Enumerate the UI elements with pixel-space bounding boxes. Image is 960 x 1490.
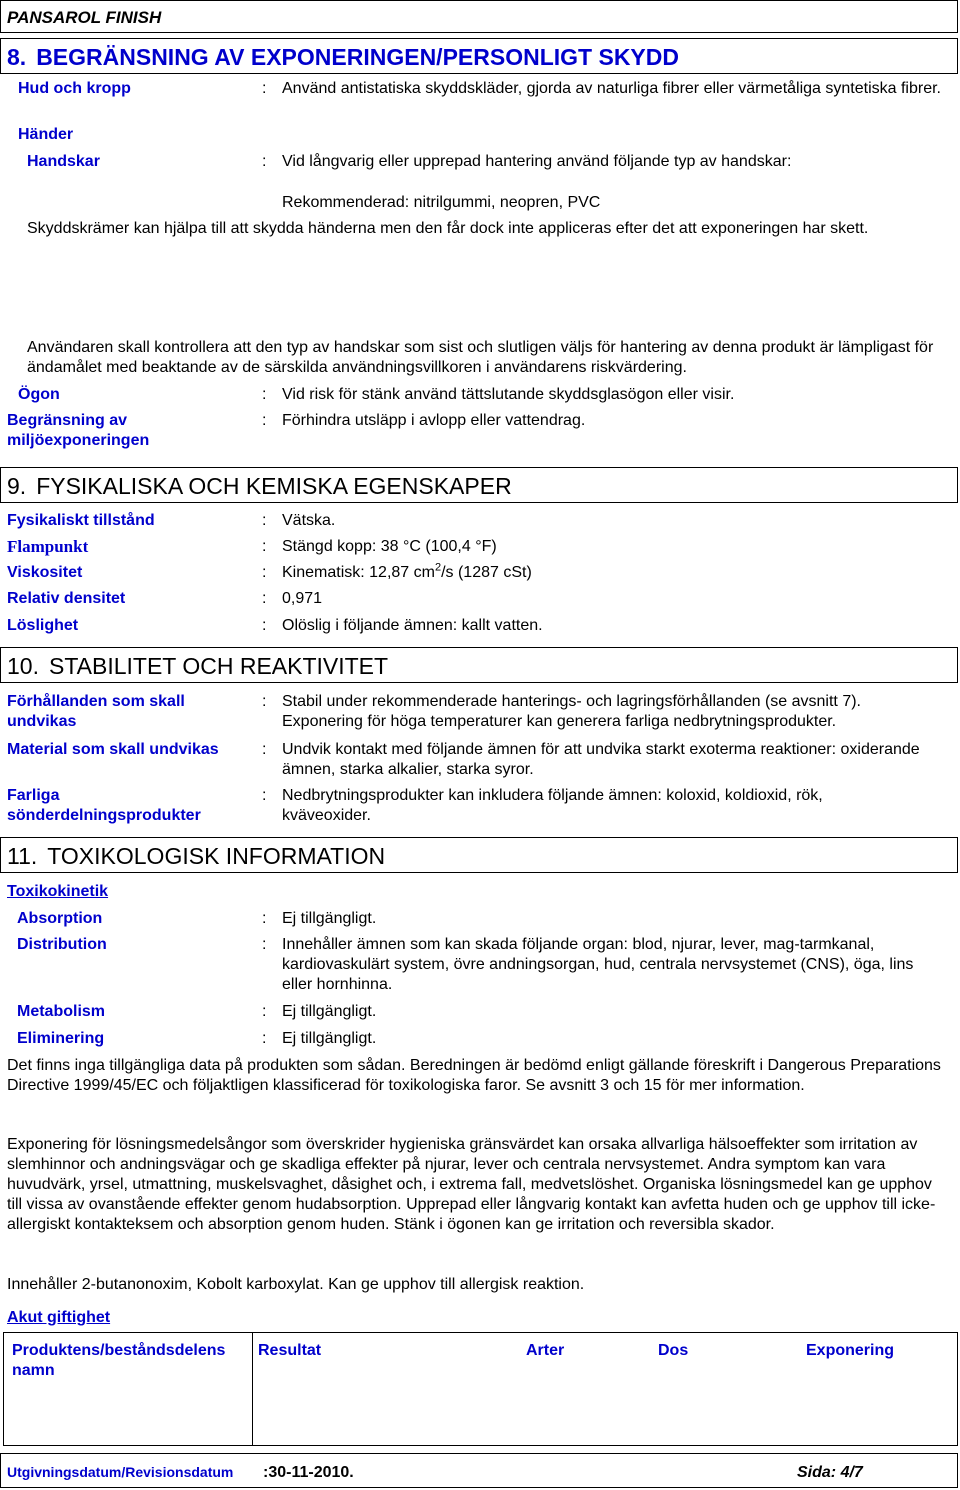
table-header: Produktens/beståndsdelens namn: [12, 1342, 226, 1379]
colon: :: [262, 1030, 267, 1047]
viscosity-pre: Kinematisk: 12,87 cm: [282, 564, 435, 581]
tox-paragraph: Exponering för lösningsmedelsångor som överskrider hygieniska gränsvärdet kan orsaka allvarliga hälsoeffekter som irritation av slemhinnor och andningsvägar och ge skadliga effekter på njurar, lever och centrala nervsystemet. Andra symptom kan vara huvudvärk, yrsel, utmattning, muskelsvaghet, dåsighet och, i extrema fall, medvetslöshet. Organiska lösningsmedel kan ge upphov till vissa av ovanstående effekter genom hudabsorption. Upprepad eller långvarig kontakt kan avfetta huden och ge upphov till icke-allergiskt kontakteksem och absorption genom huden. Stänk i ögonen kan ge irritation och reversibla skador.: [7, 1136, 936, 1233]
stability-value: Nedbrytningsprodukter kan inkludera följande ämnen: koloxid, koldioxid, rök, kväveoxider.: [282, 787, 823, 824]
handskar-value: Vid långvarig eller upprepad hantering använd följande typ av handskar:: [282, 153, 792, 170]
colon: :: [262, 787, 267, 804]
document-footer: [0, 1453, 958, 1488]
table-divider: [252, 1333, 253, 1445]
ogon-value: Vid risk för stänk använd tättslutande skyddsglasögon eller visir.: [282, 386, 735, 403]
property-value: Vätska.: [282, 512, 336, 529]
hander-label: Händer: [18, 126, 74, 143]
tox-paragraph: Det finns inga tillgängliga data på produkten som sådan. Beredningen är bedömd enligt gällande föreskrift i Dangerous Preparations Directive 1999/45/EC och följaktligen klassificerad för toxikologiska faror. Se avsnitt 3 och 15 för mer information.: [7, 1057, 941, 1094]
section-9-heading: [0, 467, 958, 503]
property-label: Fysikaliskt tillstånd: [7, 512, 155, 529]
product-title: PANSAROL FINISH: [7, 8, 162, 27]
property-label: Löslighet: [7, 617, 79, 634]
section-number: 10.: [7, 653, 39, 679]
colon: :: [262, 80, 267, 97]
colon: :: [262, 741, 267, 758]
section-title: STABILITET OCH REAKTIVITET: [48, 653, 389, 679]
property-value: Olöslig i följande ämnen: kallt vatten.: [282, 617, 543, 634]
hud-value: Använd antistatiska skyddskläder, gjorda av naturliga fibrer eller värmetåliga syntetiska fibrer.: [282, 80, 941, 97]
section-title: TOXIKOLOGISK INFORMATION: [47, 843, 386, 869]
colon: :: [262, 538, 267, 555]
hud-label: Hud och kropp: [18, 80, 131, 97]
colon: :: [262, 936, 267, 953]
tox-label: Metabolism: [17, 1003, 106, 1020]
section-number: 8.: [7, 44, 27, 70]
handskar-label: Handskar: [27, 153, 100, 170]
colon: :: [262, 412, 267, 429]
tox-value: Ej tillgängligt.: [282, 910, 377, 927]
property-label: Flampunkt: [7, 537, 89, 556]
ogon-label: Ögon: [18, 386, 60, 403]
colon: :: [262, 910, 267, 927]
page-number: Sida: 4/7: [797, 1464, 863, 1481]
anvandaren-text: Användaren skall kontrollera att den typ av handskar som sist och slutligen väljs för hantering av denna produkt är lämpligast för ändamålet med beaktande av de särskilda användningsvillkoren i användarens riskvärdering.: [27, 339, 934, 376]
section-number: 11.: [7, 843, 38, 869]
table-header: Dos: [658, 1342, 689, 1359]
section-8-heading: [0, 38, 958, 74]
rekommenderad-text: Rekommenderad: nitrilgummi, neopren, PVC: [282, 194, 601, 211]
colon: :: [262, 1003, 267, 1020]
akut-giftighet-heading: Akut giftighet: [7, 1309, 111, 1326]
tox-paragraph: Innehåller 2-butanonoxim, Kobolt karboxylat. Kan ge upphov till allergisk reaktion.: [7, 1276, 585, 1293]
colon: :: [262, 590, 267, 607]
tox-label: Absorption: [17, 910, 103, 927]
tox-value: Ej tillgängligt.: [282, 1003, 377, 1020]
acute-toxicity-table: [3, 1332, 958, 1446]
section-title: FYSIKALISKA OCH KEMISKA EGENSKAPER: [36, 473, 512, 499]
section-title: BEGRÄNSNING AV EXPONERINGEN/PERSONLIGT SKYDD: [36, 44, 679, 70]
miljo-value: Förhindra utsläpp i avlopp eller vattendrag.: [282, 412, 586, 429]
document-header: [0, 0, 958, 33]
table-header: Arter: [526, 1342, 565, 1359]
stability-value: Stabil under rekommenderade hanterings- och lagringsförhållanden (se avsnitt 7). Exponering för höga temperaturer kan generera farliga nedbrytningsprodukter.: [282, 693, 861, 730]
property-value: Stängd kopp: 38 °C (100,4 °F): [282, 538, 497, 555]
footer-date: :30-11-2010.: [263, 1464, 354, 1481]
table-header: Resultat: [258, 1342, 322, 1359]
miljo-label: Begränsning av miljöexponeringen: [7, 412, 150, 449]
colon: :: [262, 153, 267, 170]
property-label: Viskositet: [7, 564, 83, 581]
toxikokinetik-heading: Toxikokinetik: [7, 883, 109, 900]
colon: :: [262, 564, 267, 581]
property-value: [282, 563, 942, 583]
colon: :: [262, 512, 267, 529]
colon: :: [262, 386, 267, 403]
footer-label: Utgivningsdatum/Revisionsdatum: [7, 1464, 234, 1480]
section-number: 9.: [7, 473, 27, 499]
viscosity-post: /s (1287 cSt): [441, 564, 532, 581]
tox-label: Eliminering: [17, 1030, 105, 1047]
stability-label: Farliga sönderdelningsprodukter: [7, 787, 201, 824]
colon: :: [262, 617, 267, 634]
property-value: 0,971: [282, 590, 323, 607]
stability-label: Förhållanden som skall undvikas: [7, 693, 185, 730]
tox-label: Distribution: [17, 936, 107, 953]
table-header: Exponering: [806, 1342, 895, 1359]
section-10-heading: [0, 647, 958, 683]
property-label: Relativ densitet: [7, 590, 126, 607]
viscosity-sup: 2: [434, 561, 442, 574]
stability-value: Undvik kontakt med följande ämnen för att undvika starkt exoterma reaktioner: oxiderande ämnen, starka alkalier, starka syror.: [282, 741, 920, 778]
stability-label: Material som skall undvikas: [7, 741, 219, 758]
colon: :: [262, 693, 267, 710]
tox-value: Innehåller ämnen som kan skada följande organ: blod, njurar, lever, mag-tarmkanal, kardiovaskulärt system, övre andningsorgan, hud, centrala nervsystemet (CNS), öga, lins eller hornhinna.: [282, 936, 914, 993]
skyddskramer-text: Skyddskrämer kan hjälpa till att skydda händerna men den får dock inte appliceras efter det att exponeringen har skett.: [27, 220, 869, 237]
tox-value: Ej tillgängligt.: [282, 1030, 377, 1047]
section-11-heading: [0, 837, 958, 873]
